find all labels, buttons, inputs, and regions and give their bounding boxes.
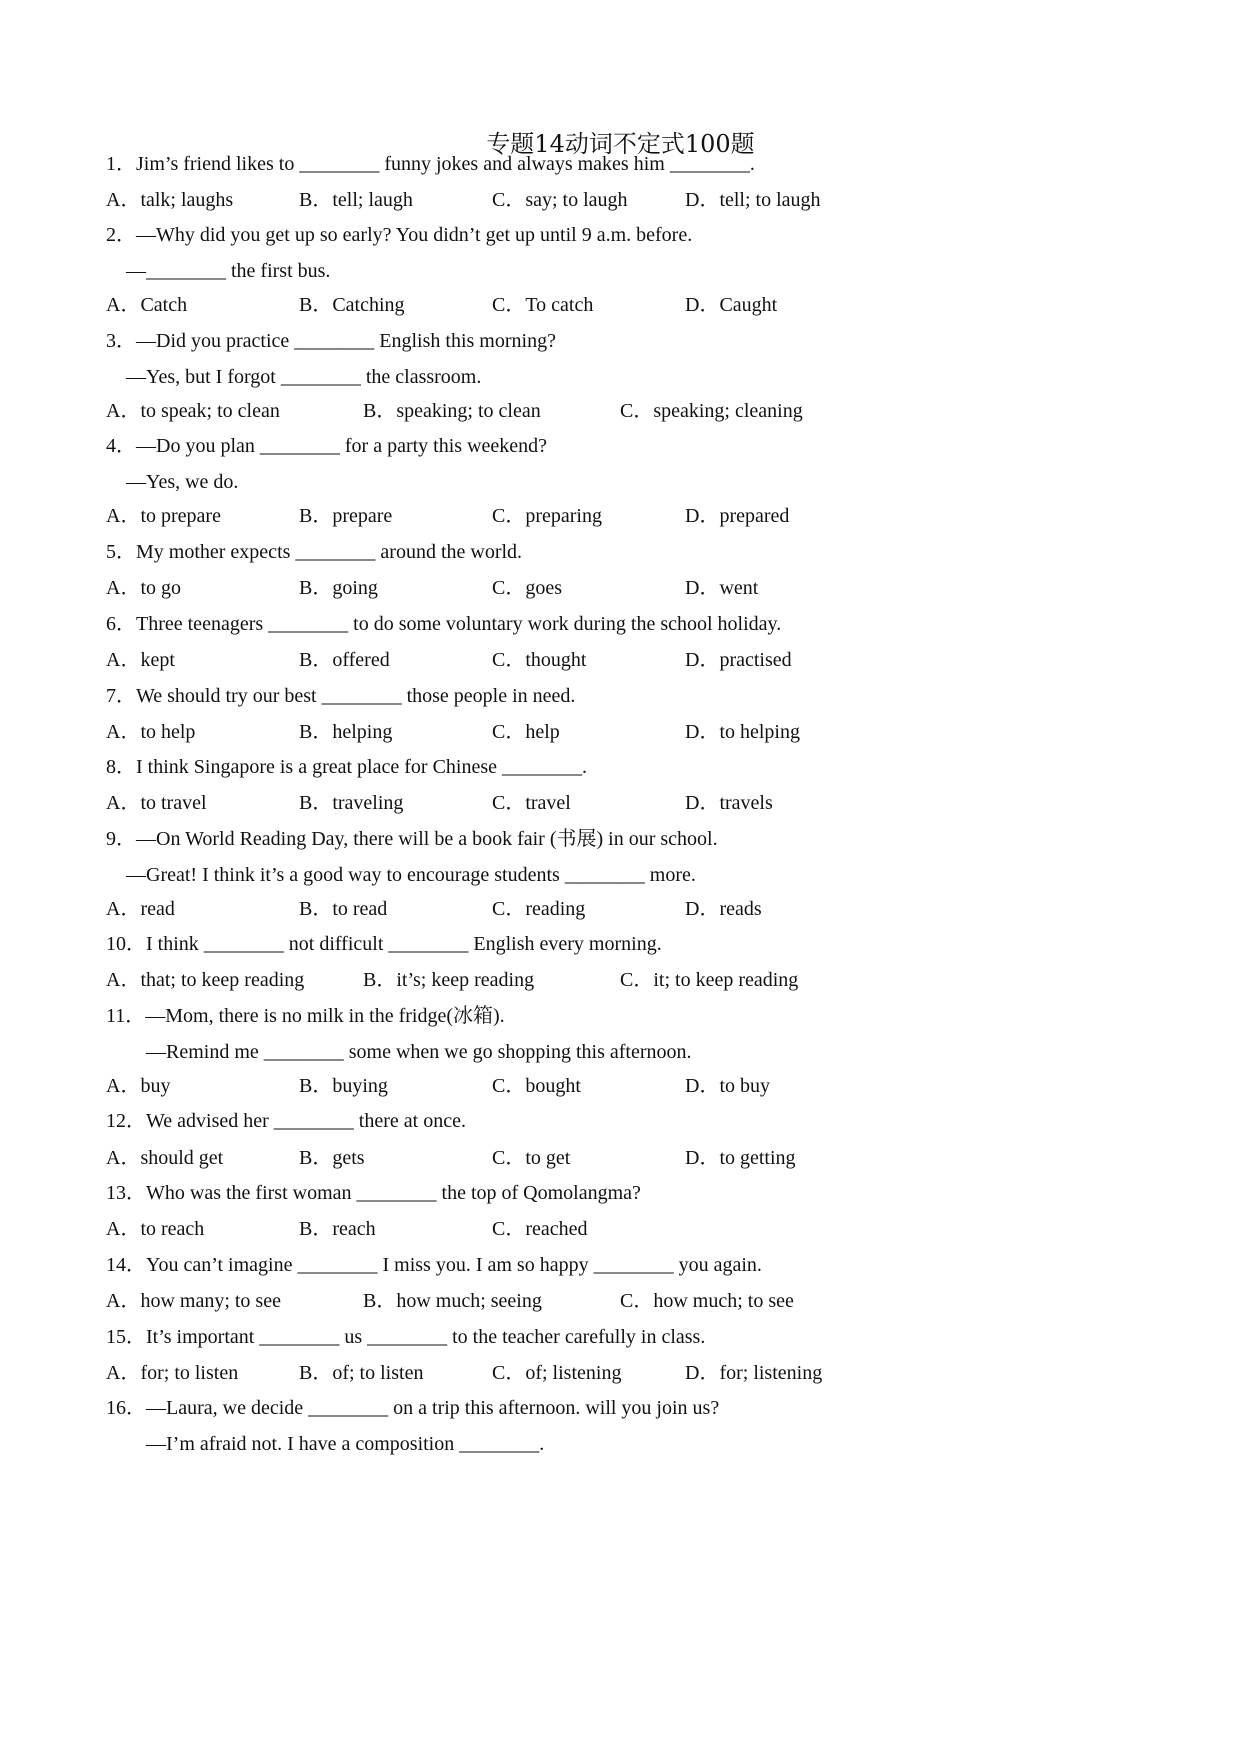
question-11-option-c: C．bought xyxy=(492,1075,581,1097)
question-11-option-a: A．buy xyxy=(106,1075,171,1097)
question-1-option-b: B．tell; laugh xyxy=(299,189,413,211)
question-9-option-c: C．reading xyxy=(492,898,586,920)
question-14-option-a: A．how many; to see xyxy=(106,1290,281,1312)
question-5-option-a: A．to go xyxy=(106,577,181,599)
question-11-stem: 11．—Mom, there is no milk in the fridge(冰箱). xyxy=(106,1005,505,1027)
question-4-option-a: A．to prepare xyxy=(106,505,221,527)
question-12-option-c: C．to get xyxy=(492,1147,571,1169)
question-3-option-c: C．speaking; cleaning xyxy=(620,400,803,422)
question-14-stem: 14．You can’t imagine ________ I miss you. I am so happy ________ you again. xyxy=(106,1254,762,1276)
question-8-option-b: B．traveling xyxy=(299,792,404,814)
question-4-stem: 4．—Do you plan ________ for a party this weekend? xyxy=(106,435,548,457)
question-2-option-d: D．Caught xyxy=(685,294,778,316)
question-11-option-b: B．buying xyxy=(299,1075,388,1097)
question-2-option-b: B．Catching xyxy=(299,294,405,316)
question-13-option-c: C．reached xyxy=(492,1218,588,1240)
question-5-option-b: B．going xyxy=(299,577,378,599)
question-13-stem: 13．Who was the first woman ________ the top of Qomolangma? xyxy=(106,1182,641,1204)
question-13-option-b: B．reach xyxy=(299,1218,376,1240)
question-7-option-d: D．to helping xyxy=(685,721,800,743)
question-4-option-d: D．prepared xyxy=(685,505,790,527)
question-2-reply: —________ the first bus. xyxy=(126,260,331,282)
question-9-reply: —Great! I think it’s a good way to encourage students ________ more. xyxy=(126,864,696,886)
question-5-option-c: C．goes xyxy=(492,577,562,599)
question-15-option-c: C．of; listening xyxy=(492,1362,622,1384)
question-2-stem: 2．—Why did you get up so early? You didn’t get up until 9 a.m. before. xyxy=(106,224,693,246)
question-6-option-a: A．kept xyxy=(106,649,175,671)
question-7-stem: 7．We should try our best ________ those people in need. xyxy=(106,685,576,707)
question-15-option-a: A．for; to listen xyxy=(106,1362,239,1384)
question-5-stem: 5．My mother expects ________ around the world. xyxy=(106,541,523,563)
question-10-option-a: A．that; to keep reading xyxy=(106,969,305,991)
question-2-option-a: A．Catch xyxy=(106,294,188,316)
question-9-stem: 9．—On World Reading Day, there will be a book fair (书展) in our school. xyxy=(106,828,718,850)
question-4-option-b: B．prepare xyxy=(299,505,393,527)
question-14-option-b: B．how much; seeing xyxy=(363,1290,542,1312)
question-3-stem: 3．—Did you practice ________ English this morning? xyxy=(106,330,556,352)
question-16-reply: —I’m afraid not. I have a composition ________. xyxy=(146,1433,545,1455)
question-15-option-d: D．for; listening xyxy=(685,1362,823,1384)
question-8-option-c: C．travel xyxy=(492,792,571,814)
question-3-option-b: B．speaking; to clean xyxy=(363,400,541,422)
question-9-option-d: D．reads xyxy=(685,898,762,920)
question-15-stem: 15．It’s important ________ us ________ to the teacher carefully in class. xyxy=(106,1326,706,1348)
question-12-option-a: A．should get xyxy=(106,1147,224,1169)
question-12-option-b: B．gets xyxy=(299,1147,365,1169)
question-8-option-d: D．travels xyxy=(685,792,773,814)
question-14-option-c: C．how much; to see xyxy=(620,1290,794,1312)
question-12-stem: 12．We advised her ________ there at once. xyxy=(106,1110,466,1132)
question-1-option-d: D．tell; to laugh xyxy=(685,189,821,211)
question-3-reply: —Yes, but I forgot ________ the classroom. xyxy=(126,366,482,388)
question-12-option-d: D．to getting xyxy=(685,1147,796,1169)
question-3-option-a: A．to speak; to clean xyxy=(106,400,280,422)
question-2-option-c: C．To catch xyxy=(492,294,594,316)
question-15-option-b: B．of; to listen xyxy=(299,1362,424,1384)
question-10-stem: 10．I think ________ not difficult ________ English every morning. xyxy=(106,933,662,955)
question-4-option-c: C．preparing xyxy=(492,505,602,527)
question-4-reply: —Yes, we do. xyxy=(126,471,239,493)
question-16-stem: 16．—Laura, we decide ________ on a trip this afternoon. will you join us? xyxy=(106,1397,720,1419)
question-6-stem: 6．Three teenagers ________ to do some voluntary work during the school holiday. xyxy=(106,613,782,635)
question-8-option-a: A．to travel xyxy=(106,792,207,814)
question-6-option-d: D．practised xyxy=(685,649,792,671)
page-title: 专题14动词不定式100题 xyxy=(486,130,755,158)
question-9-option-b: B．to read xyxy=(299,898,388,920)
question-11-reply: —Remind me ________ some when we go shopping this afternoon. xyxy=(146,1041,692,1063)
question-6-option-b: B．offered xyxy=(299,649,390,671)
question-11-option-d: D．to buy xyxy=(685,1075,770,1097)
question-9-option-a: A．read xyxy=(106,898,175,920)
question-7-option-c: C．help xyxy=(492,721,560,743)
question-5-option-d: D．went xyxy=(685,577,759,599)
question-1-option-c: C．say; to laugh xyxy=(492,189,628,211)
question-13-option-a: A．to reach xyxy=(106,1218,205,1240)
question-1-stem: 1．Jim’s friend likes to ________ funny jokes and always makes him ________. xyxy=(106,153,755,175)
question-7-option-b: B．helping xyxy=(299,721,393,743)
question-10-option-b: B．it’s; keep reading xyxy=(363,969,535,991)
question-10-option-c: C．it; to keep reading xyxy=(620,969,799,991)
question-7-option-a: A．to help xyxy=(106,721,196,743)
question-8-stem: 8．I think Singapore is a great place for Chinese ________. xyxy=(106,756,587,778)
question-6-option-c: C．thought xyxy=(492,649,587,671)
question-1-option-a: A．talk; laughs xyxy=(106,189,234,211)
